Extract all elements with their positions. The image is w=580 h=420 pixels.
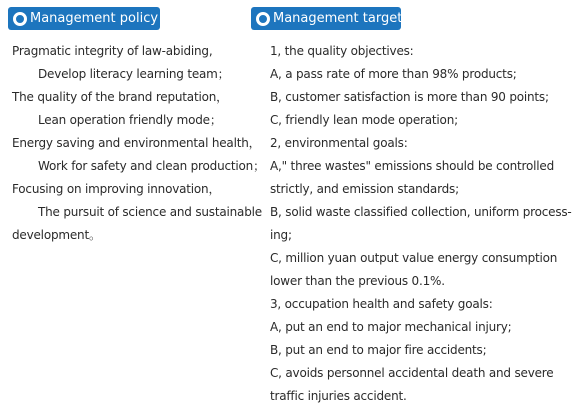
policy-line: development。 xyxy=(12,228,101,242)
target-line: 3, occupation health and safety goals: xyxy=(270,297,493,311)
policy-line: Work for safety and clean production； xyxy=(38,159,265,173)
target-line: ing; xyxy=(270,228,292,242)
management-target-text xyxy=(270,40,575,408)
management-policy-text xyxy=(12,40,265,247)
target-line: A, a pass rate of more than 98% products; xyxy=(270,67,517,81)
target-line: 2, environmental goals: xyxy=(270,136,408,150)
target-line: C, million yuan output value energy consumption xyxy=(270,251,558,265)
ring-icon xyxy=(13,12,27,26)
target-line: 1, the quality objectives: xyxy=(270,44,414,58)
management-policy-header xyxy=(8,7,160,30)
target-line: C, avoids personnel accidental death and severe xyxy=(270,366,554,380)
target-line: B, put an end to major fire accidents; xyxy=(270,343,487,357)
target-line: strictly, and emission standards; xyxy=(270,182,459,196)
management-policy-title: Management policy xyxy=(30,11,159,26)
ring-icon xyxy=(256,12,270,26)
policy-line: Develop literacy learning team； xyxy=(38,67,230,81)
target-line: B, solid waste classified collection, uniform process- xyxy=(270,205,572,219)
target-line: lower than the previous 0.1%. xyxy=(270,274,445,288)
policy-line: Focusing on improving innovation， xyxy=(12,182,221,196)
policy-line: Pragmatic integrity of law-abiding, xyxy=(12,44,213,58)
policy-line: The quality of the brand reputation， xyxy=(12,90,228,104)
target-line: A, put an end to major mechanical injury; xyxy=(270,320,512,334)
management-target-header xyxy=(251,7,401,30)
policy-line: The pursuit of science and sustainable xyxy=(38,205,262,219)
target-line: B, customer satisfaction is more than 90 points; xyxy=(270,90,549,104)
target-line: C, friendly lean mode operation; xyxy=(270,113,458,127)
target-line: traffic injuries accident. xyxy=(270,389,407,403)
policy-line: Lean operation friendly mode； xyxy=(38,113,222,127)
management-target-title: Management target xyxy=(273,11,403,26)
policy-line: Energy saving and environmental health， xyxy=(12,136,261,150)
target-line: A," three wastes" emissions should be controlled xyxy=(270,159,554,173)
